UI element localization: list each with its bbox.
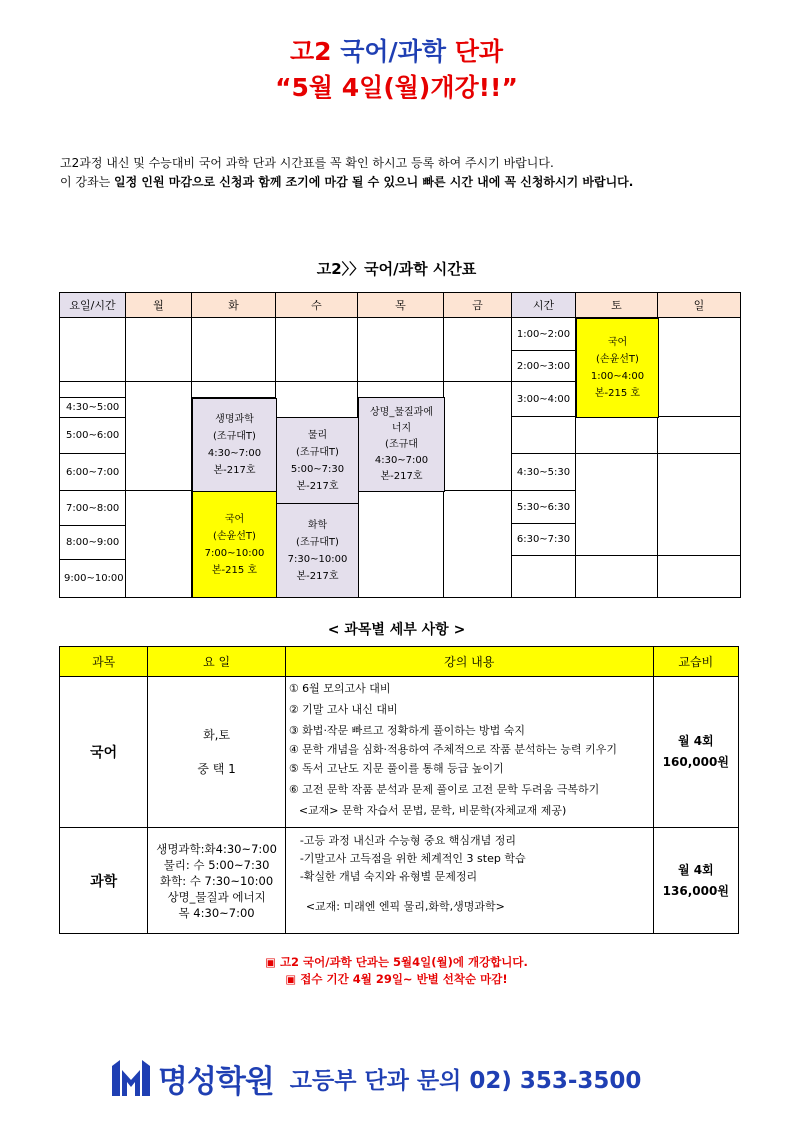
block-line: 5:00~7:30	[290, 463, 345, 475]
tt-header-weekend-time: 시간	[512, 293, 576, 318]
details-row-korean	[60, 677, 739, 828]
tt-empty	[126, 491, 192, 597]
tt-header-thu: 목	[358, 293, 444, 318]
content-line: -고등 과정 내신과 수능형 중요 핵심개념 정리	[299, 834, 517, 847]
notice-1: ▣ 고2 국어/과학 단과는 5월4일(월)에 개강합니다.	[265, 955, 528, 969]
tt-header-sun: 일	[658, 293, 740, 318]
spacer	[300, 886, 639, 898]
block-line: 상명_물질과에	[370, 406, 433, 418]
tt-empty	[658, 454, 740, 556]
intro-line-1: 고2과정 내신 및 수능대비 국어 과학 단과 시간표를 꼭 확인 하시고 등록 하여 주시기 바랍니다.	[60, 156, 554, 170]
block-line: 1:00~4:00	[590, 371, 645, 382]
tt-time-label: 5:00~6:00	[60, 418, 126, 454]
tt-weekend-time: 3:00~4:00	[512, 382, 576, 417]
science-day-line: 생명과학:화4:30~7:00	[156, 841, 277, 856]
tt-empty	[60, 318, 126, 382]
block-line: 국어	[224, 513, 245, 525]
block-line: (손윤선T)	[596, 354, 639, 365]
block-line: (조규대T)	[213, 431, 256, 442]
details-row-science	[60, 828, 739, 934]
title-subject: 국어/과학	[340, 37, 446, 66]
intro-line-2-bold: 일정 인원 마감으로 신청과 함께 조기에 마감 될 수 있으니 빠른 시간 내에 꼭 신청하시기 바랍니다.	[114, 175, 634, 189]
tt-time-label: 6:00~7:00	[60, 454, 126, 491]
tt-empty	[444, 491, 512, 597]
science-days	[148, 828, 285, 934]
block-line: 7:00~10:00	[204, 547, 265, 559]
content-line: ⑥ 고전 문학 작품 분석과 문제 풀이로 고전 문학 두려움 극복하기	[288, 783, 600, 796]
footer	[108, 1054, 728, 1102]
title-suffix: 단과	[454, 37, 504, 66]
intro-line-2-prefix: 이 강좌는	[60, 175, 114, 189]
content-line: <교재> 문학 자습서 문법, 문학, 비문학(자체교재 제공)	[298, 804, 567, 817]
m-emblem-icon	[108, 1056, 154, 1100]
tt-empty	[192, 318, 276, 382]
science-day-line: 화학: 수 7:30~10:00	[160, 873, 274, 888]
science-day-line: 상명_물질과 에너지	[167, 889, 266, 904]
korean-fee-value: 160,000원	[662, 755, 729, 769]
tt-empty	[576, 417, 658, 454]
tt-empty	[358, 491, 444, 597]
content-line: ⑤ 독서 고난도 지문 풀이를 통해 등급 높이기	[288, 762, 504, 775]
tt-empty	[512, 417, 576, 454]
block-line: 4:30~7:00	[207, 448, 262, 459]
notice-2: ▣ 접수 기간 4월 29일~ 반별 선착순 마감!	[285, 972, 508, 986]
tt-time-label: 9:00~10:00	[60, 560, 126, 597]
korean-choose: 중 택 1	[197, 762, 236, 776]
tt-block-sat-korean	[576, 318, 659, 418]
block-line: 본-217호	[296, 570, 339, 582]
timetable-title: 고2〉〉국어/과학 시간표	[316, 260, 477, 278]
block-line: 본-217호	[296, 480, 339, 492]
details-title: < 과목별 세부 사항 >	[327, 622, 466, 638]
tt-block-thu-matter-energy	[358, 397, 445, 492]
content-line: ③ 화법·작문 빠르고 정확하게 풀이하는 방법 숙지	[288, 724, 526, 737]
tt-empty	[192, 382, 276, 398]
tt-weekend-time: 2:00~3:00	[512, 351, 576, 382]
science-fee	[653, 828, 738, 934]
korean-content	[285, 677, 653, 828]
block-line: (조규대	[385, 438, 418, 450]
timetable	[59, 292, 741, 598]
block-line: 본-215 호	[594, 388, 641, 399]
tt-block-wed-chemistry	[276, 503, 359, 597]
tt-empty	[658, 556, 740, 597]
tt-empty	[658, 417, 740, 454]
content-line: ① 6월 모의고사 대비	[288, 682, 391, 695]
page-title	[0, 32, 793, 68]
korean-days-value: 화,토	[203, 728, 231, 742]
intro-text	[60, 154, 740, 192]
science-fee-value: 136,000원	[662, 883, 729, 898]
science-content	[285, 828, 653, 934]
tt-empty	[576, 454, 658, 556]
tt-empty	[126, 318, 192, 382]
tt-empty	[512, 556, 576, 597]
content-line: <교재: 미래엔 엔픽 물리,화학,생명과학>	[305, 900, 505, 913]
tt-empty	[60, 382, 126, 398]
tt-weekend-time: 1:00~2:00	[512, 318, 576, 351]
block-line: (손윤선T)	[213, 530, 256, 542]
tt-header-fri: 금	[444, 293, 512, 318]
tt-time-label: 7:00~8:00	[60, 491, 126, 526]
block-line: 본-217호	[213, 465, 256, 476]
tt-block-tue-korean	[192, 491, 277, 597]
title-prefix: 고2	[289, 37, 332, 66]
science-day-line: 물리: 수 5:00~7:30	[163, 857, 270, 872]
block-line: (조규대T)	[296, 446, 339, 458]
spacer	[149, 746, 283, 758]
science-count: 월 4회	[677, 862, 714, 877]
details-header-subject: 과목	[60, 647, 148, 677]
science-subject: 과학	[60, 828, 148, 934]
korean-count: 월 4회	[677, 734, 714, 748]
block-line: 4:30~7:00	[374, 454, 429, 466]
korean-subject: 국어	[60, 677, 148, 828]
footer-logo-text: 명성학원	[158, 1063, 274, 1100]
tt-weekend-time: 6:30~7:30	[512, 524, 576, 556]
details-header-content: 강의 내용	[285, 647, 653, 677]
block-line: 본-217호	[380, 470, 423, 482]
block-line: (조규대T)	[296, 536, 339, 548]
tt-empty	[444, 318, 512, 382]
tt-empty	[276, 318, 358, 382]
tt-empty	[126, 382, 192, 491]
block-line: 생명과학	[215, 414, 254, 425]
tt-time-label: 4:30~5:00	[60, 398, 126, 418]
page-subtitle: “5월 4일(월)개강!!”	[275, 73, 518, 102]
details-header-row	[60, 647, 739, 677]
tt-empty	[576, 556, 658, 597]
tt-header-wed: 수	[276, 293, 358, 318]
block-line: 본-215 호	[211, 564, 258, 576]
tt-weekend-time: 4:30~5:30	[512, 454, 576, 491]
tt-block-tue-biology	[192, 398, 277, 492]
korean-days	[148, 677, 285, 828]
tt-header-tue: 화	[192, 293, 276, 318]
block-line: 물리	[307, 429, 328, 441]
tt-weekend-time: 5:30~6:30	[512, 491, 576, 524]
tt-header-time: 요일/시간	[60, 293, 126, 318]
tt-empty	[658, 318, 740, 417]
content-line: -확실한 개념 숙지와 유형별 문제정리	[299, 870, 478, 883]
details-header-days: 요 일	[148, 647, 285, 677]
content-line: -기말고사 고득점을 위한 체계적인 3 step 학습	[299, 852, 526, 865]
details-table	[59, 646, 739, 934]
block-line: 너지	[391, 422, 412, 434]
block-line: 화학	[307, 519, 328, 531]
content-line: ④ 문학 개념을 심화·적용하여 주체적으로 작품 분석하는 능력 키우기	[288, 743, 618, 756]
science-day-line: 목 4:30~7:00	[178, 905, 255, 920]
block-line: 7:30~10:00	[287, 553, 348, 565]
korean-fee	[653, 677, 738, 828]
tt-header-sat: 토	[576, 293, 658, 318]
footer-contact: 고등부 단과 문의 02) 353-3500	[289, 1067, 642, 1094]
tt-empty	[444, 382, 512, 491]
content-line: ② 기말 고사 내신 대비	[288, 703, 398, 716]
tt-time-label: 8:00~9:00	[60, 526, 126, 560]
tt-block-wed-physics	[276, 417, 359, 504]
tt-header-mon: 월	[126, 293, 192, 318]
tt-empty	[358, 382, 444, 398]
block-line: 국어	[607, 337, 628, 348]
tt-empty	[276, 382, 358, 418]
tt-empty	[358, 318, 444, 382]
details-header-fee: 교습비	[653, 647, 738, 677]
intro-line-2	[60, 173, 740, 192]
